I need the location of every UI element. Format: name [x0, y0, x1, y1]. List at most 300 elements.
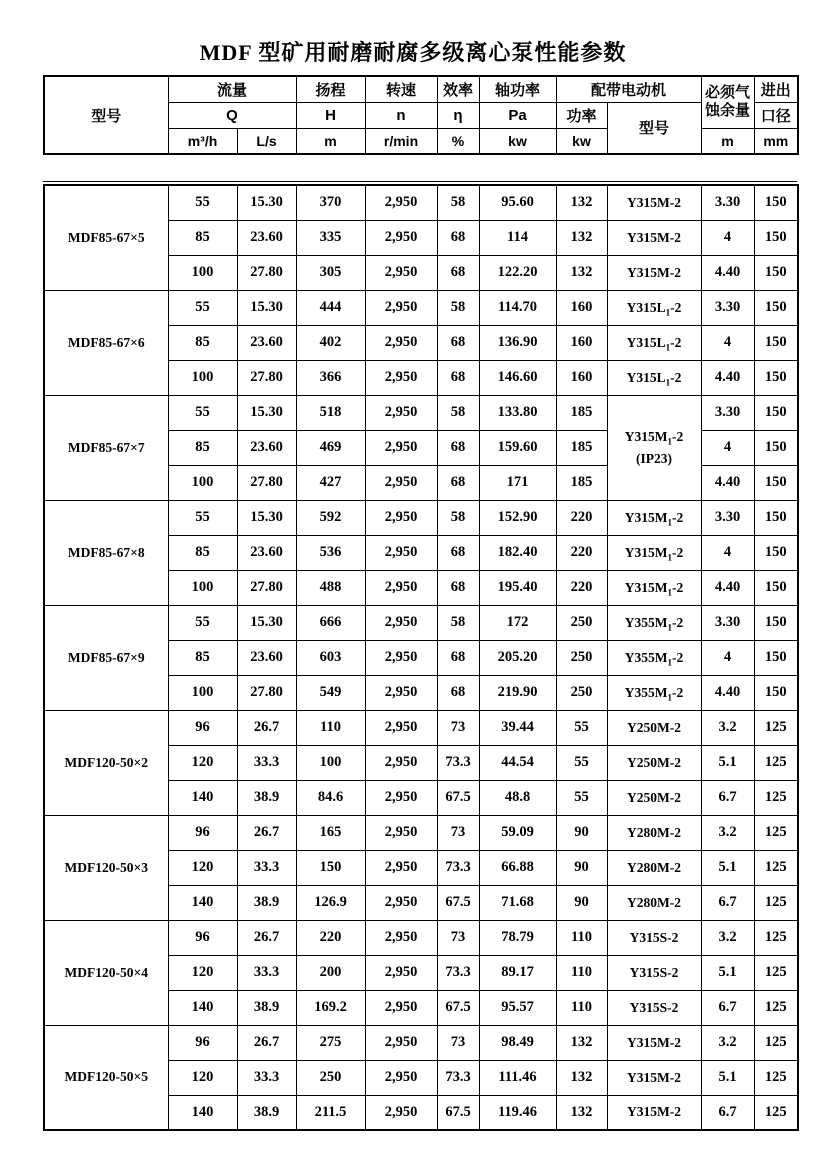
motor-power-cell: 132: [556, 255, 607, 290]
header-npsh-line2: 蚀余量: [705, 102, 751, 120]
speed-cell: 2,950: [365, 535, 437, 570]
shaft-power-cell: 171: [479, 465, 556, 500]
npsh-cell: 4.40: [701, 465, 754, 500]
shaft-power-cell: 182.40: [479, 535, 556, 570]
flow-ls-cell: 27.80: [237, 570, 296, 605]
flow-m3h-cell: 55: [168, 185, 237, 220]
header-head: 扬程: [296, 76, 365, 102]
flow-ls-cell: 15.30: [237, 395, 296, 430]
flow-ls-cell: 27.80: [237, 255, 296, 290]
port-diameter-cell: 150: [754, 465, 798, 500]
npsh-cell: 4.40: [701, 360, 754, 395]
shaft-power-cell: 95.60: [479, 185, 556, 220]
head-cell: 220: [296, 920, 365, 955]
head-cell: 427: [296, 465, 365, 500]
port-diameter-cell: 150: [754, 220, 798, 255]
speed-cell: 2,950: [365, 465, 437, 500]
shaft-power-cell: 152.90: [479, 500, 556, 535]
motor-model-cell: Y250M-2: [607, 745, 701, 780]
flow-ls-cell: 27.80: [237, 360, 296, 395]
speed-cell: 2,950: [365, 605, 437, 640]
npsh-cell: 5.1: [701, 850, 754, 885]
shaft-power-cell: 48.8: [479, 780, 556, 815]
motor-model-cell: $Y355M_1-2$: [607, 640, 701, 675]
npsh-cell: 4.40: [701, 570, 754, 605]
head-cell: 370: [296, 185, 365, 220]
motor-model-cell: Y250M-2: [607, 710, 701, 745]
flow-m3h-cell: 55: [168, 290, 237, 325]
motor-power-cell: 160: [556, 325, 607, 360]
motor-power-cell: 250: [556, 640, 607, 675]
port-diameter-cell: 125: [754, 920, 798, 955]
port-diameter-cell: 150: [754, 325, 798, 360]
pump-model-cell: MDF120-50×3: [44, 815, 168, 920]
flow-m3h-cell: 55: [168, 605, 237, 640]
header-speed: 转速: [365, 76, 437, 102]
speed-cell: 2,950: [365, 990, 437, 1025]
motor-power-cell: 220: [556, 535, 607, 570]
shaft-power-cell: 219.90: [479, 675, 556, 710]
spec-header-table: [43, 75, 799, 155]
shaft-power-cell: 136.90: [479, 325, 556, 360]
motor-model-cell: Y280M-2: [607, 815, 701, 850]
speed-cell: 2,950: [365, 255, 437, 290]
npsh-cell: 3.2: [701, 710, 754, 745]
table-row: [44, 920, 798, 955]
npsh-cell: 6.7: [701, 780, 754, 815]
header-npsh: [701, 76, 754, 128]
head-cell: 444: [296, 290, 365, 325]
header-head-symbol: H: [296, 102, 365, 128]
pump-table-body: [44, 185, 798, 1130]
pump-model-cell: MDF85-67×5: [44, 185, 168, 290]
motor-model-cell: $Y315M_1-2$: [607, 535, 701, 570]
flow-ls-cell: 38.9: [237, 780, 296, 815]
shaft-power-cell: 71.68: [479, 885, 556, 920]
efficiency-cell: 73.3: [437, 1060, 479, 1095]
flow-ls-cell: 23.60: [237, 535, 296, 570]
motor-model-cell: $Y315L_1-2$: [607, 325, 701, 360]
port-diameter-cell: 150: [754, 430, 798, 465]
motor-power-cell: 90: [556, 885, 607, 920]
head-cell: 549: [296, 675, 365, 710]
port-diameter-cell: 150: [754, 290, 798, 325]
flow-ls-cell: 38.9: [237, 885, 296, 920]
head-cell: 536: [296, 535, 365, 570]
motor-power-cell: 185: [556, 465, 607, 500]
efficiency-cell: 68: [437, 430, 479, 465]
port-diameter-cell: 150: [754, 675, 798, 710]
npsh-cell: 6.7: [701, 885, 754, 920]
efficiency-cell: 67.5: [437, 990, 479, 1025]
flow-ls-cell: 38.9: [237, 990, 296, 1025]
flow-m3h-cell: 100: [168, 255, 237, 290]
shaft-power-cell: 146.60: [479, 360, 556, 395]
speed-cell: 2,950: [365, 815, 437, 850]
head-cell: 488: [296, 570, 365, 605]
flow-ls-cell: 23.60: [237, 325, 296, 360]
head-cell: 200: [296, 955, 365, 990]
flow-ls-cell: 26.7: [237, 1025, 296, 1060]
header-flow-unit-m3h: m³/h: [168, 128, 237, 154]
shaft-power-cell: 133.80: [479, 395, 556, 430]
efficiency-cell: 67.5: [437, 885, 479, 920]
table-row: [44, 395, 798, 430]
port-diameter-cell: 150: [754, 395, 798, 430]
table-row: [44, 815, 798, 850]
npsh-cell: 4: [701, 535, 754, 570]
speed-cell: 2,950: [365, 1025, 437, 1060]
speed-cell: 2,950: [365, 640, 437, 675]
speed-cell: 2,950: [365, 570, 437, 605]
pump-data-table: [43, 184, 799, 1131]
motor-model-cell: Y280M-2: [607, 850, 701, 885]
port-diameter-cell: 125: [754, 780, 798, 815]
shaft-power-cell: 98.49: [479, 1025, 556, 1060]
shaft-power-cell: 172: [479, 605, 556, 640]
motor-power-cell: 110: [556, 990, 607, 1025]
flow-ls-cell: 26.7: [237, 920, 296, 955]
flow-ls-cell: 23.60: [237, 430, 296, 465]
head-cell: 126.9: [296, 885, 365, 920]
efficiency-cell: 73: [437, 815, 479, 850]
motor-power-cell: 220: [556, 570, 607, 605]
flow-ls-cell: 27.80: [237, 675, 296, 710]
head-cell: 305: [296, 255, 365, 290]
motor-model-cell: $Y315L_1-2$: [607, 290, 701, 325]
head-cell: 366: [296, 360, 365, 395]
head-cell: 250: [296, 1060, 365, 1095]
efficiency-cell: 68: [437, 220, 479, 255]
efficiency-cell: 58: [437, 605, 479, 640]
flow-ls-cell: 38.9: [237, 1095, 296, 1130]
npsh-cell: 6.7: [701, 990, 754, 1025]
head-cell: 592: [296, 500, 365, 535]
port-diameter-cell: 150: [754, 185, 798, 220]
flow-ls-cell: 33.3: [237, 955, 296, 990]
flow-m3h-cell: 100: [168, 465, 237, 500]
flow-m3h-cell: 96: [168, 1025, 237, 1060]
port-diameter-cell: 150: [754, 535, 798, 570]
port-diameter-cell: 125: [754, 745, 798, 780]
header-npsh-line1: 必须气: [705, 84, 751, 102]
efficiency-cell: 68: [437, 360, 479, 395]
npsh-cell: 5.1: [701, 1060, 754, 1095]
shaft-power-cell: 89.17: [479, 955, 556, 990]
motor-model-cell: $Y315M_1-2$: [607, 500, 701, 535]
header-motor-model: 型号: [607, 102, 701, 154]
shaft-power-cell: 119.46: [479, 1095, 556, 1130]
header-port-line1: 进出: [754, 76, 798, 102]
speed-cell: 2,950: [365, 745, 437, 780]
flow-ls-cell: 33.3: [237, 850, 296, 885]
flow-m3h-cell: 85: [168, 325, 237, 360]
efficiency-cell: 73.3: [437, 955, 479, 990]
motor-model-cell: Y315S-2: [607, 920, 701, 955]
flow-m3h-cell: 55: [168, 395, 237, 430]
speed-cell: 2,950: [365, 185, 437, 220]
pump-model-cell: MDF120-50×2: [44, 710, 168, 815]
port-diameter-cell: 125: [754, 990, 798, 1025]
efficiency-cell: 73.3: [437, 745, 479, 780]
efficiency-cell: 73: [437, 710, 479, 745]
flow-m3h-cell: 96: [168, 710, 237, 745]
header-motor-power-unit: kw: [556, 128, 607, 154]
npsh-cell: 4: [701, 325, 754, 360]
shaft-power-cell: 114: [479, 220, 556, 255]
flow-m3h-cell: 96: [168, 815, 237, 850]
npsh-cell: 3.30: [701, 395, 754, 430]
flow-m3h-cell: 140: [168, 780, 237, 815]
port-diameter-cell: 150: [754, 500, 798, 535]
flow-m3h-cell: 120: [168, 850, 237, 885]
shaft-power-cell: 59.09: [479, 815, 556, 850]
efficiency-cell: 58: [437, 500, 479, 535]
motor-model-cell: $Y315M_1-2$ (IP23): [607, 395, 701, 500]
efficiency-cell: 58: [437, 290, 479, 325]
npsh-cell: 3.2: [701, 1025, 754, 1060]
npsh-cell: 6.7: [701, 1095, 754, 1130]
speed-cell: 2,950: [365, 325, 437, 360]
motor-model-cell: $Y315M_1-2$: [607, 570, 701, 605]
efficiency-cell: 73: [437, 1025, 479, 1060]
header-flow: 流量: [168, 76, 296, 102]
header-row-1: [44, 76, 798, 102]
pump-model-cell: MDF85-67×6: [44, 290, 168, 395]
npsh-cell: 4: [701, 220, 754, 255]
flow-ls-cell: 15.30: [237, 500, 296, 535]
npsh-cell: 4: [701, 430, 754, 465]
motor-model-cell: Y315S-2: [607, 955, 701, 990]
port-diameter-cell: 150: [754, 255, 798, 290]
motor-model-cell: Y250M-2: [607, 780, 701, 815]
port-diameter-cell: 125: [754, 710, 798, 745]
motor-power-cell: 132: [556, 1095, 607, 1130]
port-diameter-cell: 150: [754, 640, 798, 675]
motor-model-cell: Y315M-2: [607, 1060, 701, 1095]
header-speed-unit: r/min: [365, 128, 437, 154]
flow-ls-cell: 15.30: [237, 185, 296, 220]
shaft-power-cell: 95.57: [479, 990, 556, 1025]
header-efficiency-symbol: η: [437, 102, 479, 128]
flow-m3h-cell: 140: [168, 990, 237, 1025]
header-motor: 配带电动机: [556, 76, 701, 102]
efficiency-cell: 68: [437, 570, 479, 605]
header-shaft-power: 轴功率: [479, 76, 556, 102]
motor-model-cell: Y315M-2: [607, 185, 701, 220]
table-top-rule: [43, 181, 797, 182]
flow-m3h-cell: 85: [168, 535, 237, 570]
efficiency-cell: 58: [437, 395, 479, 430]
npsh-cell: 3.30: [701, 500, 754, 535]
flow-ls-cell: 27.80: [237, 465, 296, 500]
head-cell: 402: [296, 325, 365, 360]
shaft-power-cell: 39.44: [479, 710, 556, 745]
head-cell: 165: [296, 815, 365, 850]
motor-model-cell: $Y315L_1-2$: [607, 360, 701, 395]
port-diameter-cell: 150: [754, 570, 798, 605]
motor-power-cell: 132: [556, 1060, 607, 1095]
motor-model-cell: Y315M-2: [607, 1095, 701, 1130]
efficiency-cell: 68: [437, 640, 479, 675]
efficiency-cell: 68: [437, 465, 479, 500]
speed-cell: 2,950: [365, 885, 437, 920]
motor-power-cell: 250: [556, 605, 607, 640]
flow-ls-cell: 23.60: [237, 640, 296, 675]
motor-power-cell: 132: [556, 220, 607, 255]
motor-model-cell: Y315S-2: [607, 990, 701, 1025]
header-efficiency: 效率: [437, 76, 479, 102]
npsh-cell: 3.2: [701, 815, 754, 850]
efficiency-cell: 58: [437, 185, 479, 220]
table-row: [44, 605, 798, 640]
speed-cell: 2,950: [365, 920, 437, 955]
npsh-cell: 4: [701, 640, 754, 675]
head-cell: 110: [296, 710, 365, 745]
shaft-power-cell: 205.20: [479, 640, 556, 675]
shaft-power-cell: 111.46: [479, 1060, 556, 1095]
head-cell: 469: [296, 430, 365, 465]
npsh-cell: 5.1: [701, 745, 754, 780]
header-npsh-unit: m: [701, 128, 754, 154]
pump-model-cell: MDF120-50×5: [44, 1025, 168, 1130]
npsh-cell: 5.1: [701, 955, 754, 990]
flow-ls-cell: 23.60: [237, 220, 296, 255]
flow-ls-cell: 26.7: [237, 815, 296, 850]
port-diameter-cell: 125: [754, 1095, 798, 1130]
flow-m3h-cell: 100: [168, 675, 237, 710]
pump-model-cell: MDF85-67×8: [44, 500, 168, 605]
efficiency-cell: 68: [437, 325, 479, 360]
header-shaft-power-unit: kw: [479, 128, 556, 154]
motor-model-cell: $Y355M_1-2$: [607, 605, 701, 640]
table-row: [44, 290, 798, 325]
flow-m3h-cell: 100: [168, 360, 237, 395]
shaft-power-cell: 195.40: [479, 570, 556, 605]
flow-m3h-cell: 120: [168, 745, 237, 780]
speed-cell: 2,950: [365, 780, 437, 815]
head-cell: 150: [296, 850, 365, 885]
head-cell: 169.2: [296, 990, 365, 1025]
npsh-cell: 3.2: [701, 920, 754, 955]
motor-power-cell: 90: [556, 815, 607, 850]
speed-cell: 2,950: [365, 360, 437, 395]
speed-cell: 2,950: [365, 220, 437, 255]
head-cell: 518: [296, 395, 365, 430]
port-diameter-cell: 125: [754, 850, 798, 885]
port-diameter-cell: 125: [754, 1025, 798, 1060]
efficiency-cell: 68: [437, 535, 479, 570]
head-cell: 666: [296, 605, 365, 640]
speed-cell: 2,950: [365, 430, 437, 465]
header-speed-symbol: n: [365, 102, 437, 128]
flow-m3h-cell: 140: [168, 1095, 237, 1130]
shaft-power-cell: 122.20: [479, 255, 556, 290]
motor-power-cell: 110: [556, 920, 607, 955]
motor-power-cell: 185: [556, 430, 607, 465]
motor-power-cell: 55: [556, 780, 607, 815]
efficiency-cell: 73: [437, 920, 479, 955]
header-flow-symbol: Q: [168, 102, 296, 128]
shaft-power-cell: 78.79: [479, 920, 556, 955]
efficiency-cell: 67.5: [437, 780, 479, 815]
shaft-power-cell: 66.88: [479, 850, 556, 885]
pump-model-cell: MDF120-50×4: [44, 920, 168, 1025]
port-diameter-cell: 125: [754, 885, 798, 920]
speed-cell: 2,950: [365, 955, 437, 990]
efficiency-cell: 68: [437, 675, 479, 710]
speed-cell: 2,950: [365, 290, 437, 325]
pump-model-cell: MDF85-67×7: [44, 395, 168, 500]
header-port-line2: 口径: [754, 102, 798, 128]
header-head-unit: m: [296, 128, 365, 154]
flow-m3h-cell: 96: [168, 920, 237, 955]
motor-model-cell: Y315M-2: [607, 255, 701, 290]
motor-power-cell: 220: [556, 500, 607, 535]
header-port-unit: mm: [754, 128, 798, 154]
port-diameter-cell: 125: [754, 1060, 798, 1095]
motor-power-cell: 160: [556, 290, 607, 325]
flow-m3h-cell: 140: [168, 885, 237, 920]
motor-power-cell: 160: [556, 360, 607, 395]
flow-m3h-cell: 85: [168, 640, 237, 675]
head-cell: 100: [296, 745, 365, 780]
head-cell: 84.6: [296, 780, 365, 815]
port-diameter-cell: 125: [754, 955, 798, 990]
flow-ls-cell: 26.7: [237, 710, 296, 745]
speed-cell: 2,950: [365, 710, 437, 745]
shaft-power-cell: 44.54: [479, 745, 556, 780]
motor-model-cell: Y315M-2: [607, 220, 701, 255]
npsh-cell: 4.40: [701, 255, 754, 290]
speed-cell: 2,950: [365, 850, 437, 885]
motor-power-cell: 110: [556, 955, 607, 990]
efficiency-cell: 73.3: [437, 850, 479, 885]
table-row: [44, 710, 798, 745]
speed-cell: 2,950: [365, 1060, 437, 1095]
motor-power-cell: 132: [556, 1025, 607, 1060]
pump-model-cell: MDF85-67×9: [44, 605, 168, 710]
npsh-cell: 3.30: [701, 185, 754, 220]
flow-ls-cell: 33.3: [237, 1060, 296, 1095]
head-cell: 335: [296, 220, 365, 255]
motor-power-cell: 55: [556, 710, 607, 745]
motor-power-cell: 250: [556, 675, 607, 710]
npsh-cell: 4.40: [701, 675, 754, 710]
motor-power-cell: 90: [556, 850, 607, 885]
motor-power-cell: 132: [556, 185, 607, 220]
motor-power-cell: 185: [556, 395, 607, 430]
head-cell: 603: [296, 640, 365, 675]
motor-model-cell: Y280M-2: [607, 885, 701, 920]
flow-m3h-cell: 100: [168, 570, 237, 605]
motor-ip-note: (IP23): [636, 450, 672, 466]
flow-m3h-cell: 55: [168, 500, 237, 535]
shaft-power-cell: 159.60: [479, 430, 556, 465]
motor-model-cell: Y315M-2: [607, 1025, 701, 1060]
head-cell: 211.5: [296, 1095, 365, 1130]
efficiency-cell: 68: [437, 255, 479, 290]
speed-cell: 2,950: [365, 1095, 437, 1130]
page-title: MDF 型矿用耐磨耐腐多级离心泵性能参数: [199, 40, 627, 65]
speed-cell: 2,950: [365, 675, 437, 710]
flow-m3h-cell: 120: [168, 955, 237, 990]
npsh-cell: 3.30: [701, 290, 754, 325]
flow-ls-cell: 15.30: [237, 290, 296, 325]
speed-cell: 2,950: [365, 395, 437, 430]
motor-model-cell: $Y355M_1-2$: [607, 675, 701, 710]
table-row: [44, 1025, 798, 1060]
